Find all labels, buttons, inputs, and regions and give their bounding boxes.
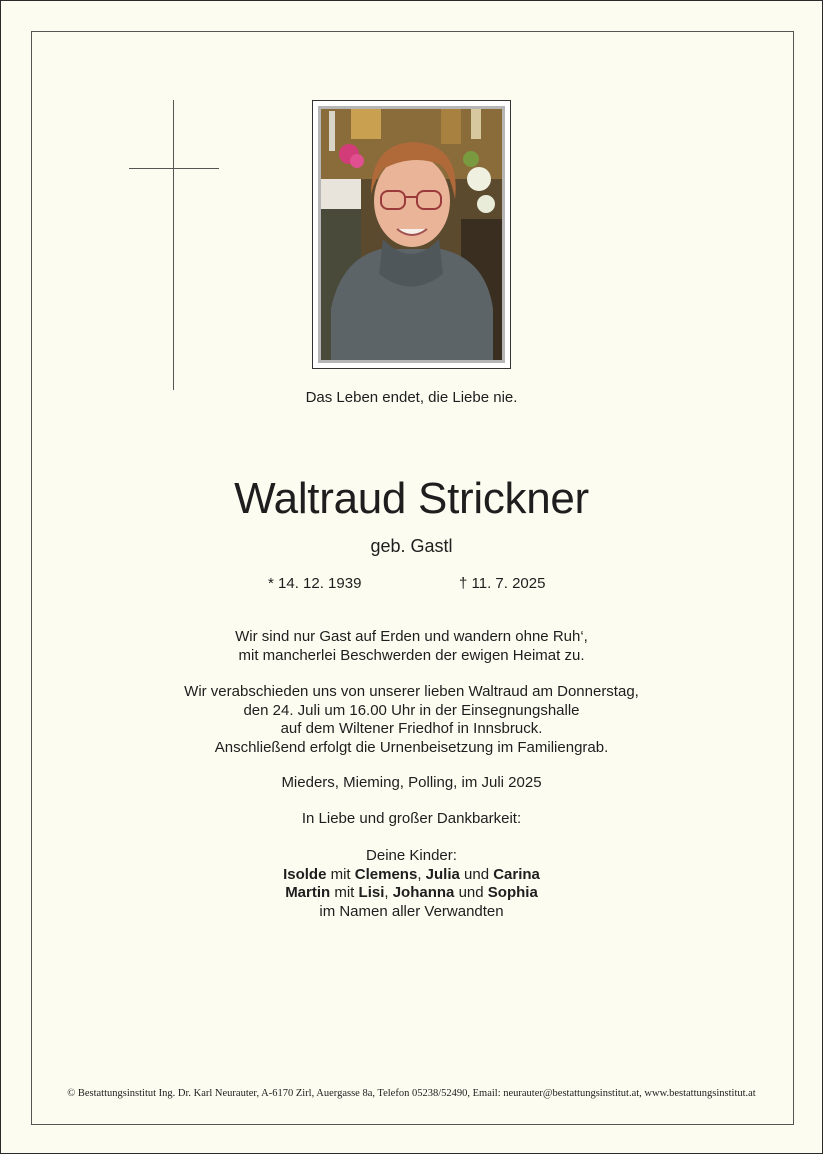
family-name: Julia [425, 865, 460, 883]
family-closing: im Namen aller Verwandten [319, 902, 504, 920]
family-name: Carina [493, 865, 540, 883]
birth-date: * 14. 12. 1939 [268, 575, 362, 592]
portrait-frame [312, 100, 511, 369]
family-connector: , [417, 865, 426, 883]
family-connector: mit [330, 884, 359, 901]
family-connector: und [454, 884, 488, 901]
deceased-name: Waltraud Strickner [234, 474, 589, 523]
cross-icon [173, 100, 174, 390]
family-name: Johanna [392, 884, 455, 901]
family-row [0, 884, 823, 903]
family-connector: und [459, 865, 494, 883]
notice-line: auf dem Wiltener Friedhof in Innsbruck. [280, 720, 543, 737]
verse-line: Wir sind nur Gast auf Erden und wandern ohne Ruh‘, [235, 628, 588, 645]
death-date: † 11. 7. 2025 [459, 575, 546, 592]
family-name: Lisi [358, 884, 385, 901]
family-intro: Deine Kinder: [366, 847, 457, 864]
notice-line: Wir verabschieden uns von unserer lieben Waltraud am Donnerstag, [184, 683, 639, 700]
place-date: Mieders, Mieming, Polling, im Juli 2025 [281, 774, 542, 791]
family-name: Sophia [487, 884, 538, 901]
motto: Das Leben endet, die Liebe nie. [305, 389, 518, 406]
family-connector: mit [326, 865, 355, 883]
family-name: Isolde [283, 865, 327, 883]
maiden-name: geb. Gastl [370, 536, 453, 556]
family-name: Clemens [354, 865, 418, 883]
funeral-notice [0, 683, 823, 757]
family-list [0, 847, 823, 921]
footer: © Bestattungsinstitut Ing. Dr. Karl Neurauter, A-6170 Zirl, Auergasse 8a, Telefon 05238/52490, Email: neurauter@bestattungsinstitut.at, www.bestattungsinstitut.at [67, 1088, 756, 1099]
family-name: Martin [285, 884, 331, 901]
portrait-border [318, 106, 505, 363]
verse [0, 628, 823, 665]
family-row [0, 866, 823, 885]
thanks-line: In Liebe und großer Dankbarkeit: [301, 810, 522, 827]
cross-bar [129, 168, 219, 169]
notice-line: den 24. Juli um 16.00 Uhr in der Einsegnungshalle [243, 701, 580, 719]
family-connector: , [384, 884, 393, 901]
verse-line: mit mancherlei Beschwerden der ewigen Heimat zu. [238, 646, 585, 664]
portrait-photo [321, 109, 502, 360]
notice-line: Anschließend erfolgt die Urnenbeisetzung im Familiengrab. [214, 738, 609, 756]
